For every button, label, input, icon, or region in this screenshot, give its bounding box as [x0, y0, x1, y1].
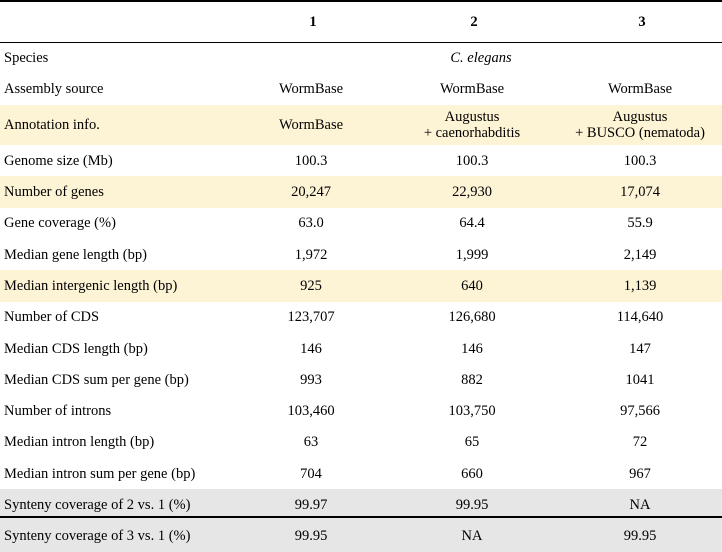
cell-value: 640 — [386, 270, 558, 301]
table-row — [0, 395, 722, 426]
cell-line: + BUSCO (nematoda) — [575, 125, 705, 142]
cell-value: NA — [386, 521, 558, 552]
cell-value: 660 — [461, 465, 483, 482]
cell-value: WormBase — [278, 81, 344, 98]
cell-value: 126,680 — [448, 309, 496, 326]
cell-value: 993 — [300, 371, 322, 388]
cell-value: 72 — [632, 434, 648, 451]
cell-value-multiline — [386, 105, 558, 145]
table-row — [0, 145, 722, 176]
row-label: Synteny coverage of 2 vs. 1 (%) — [0, 489, 236, 520]
row-label: Number of introns — [4, 403, 112, 420]
cell-value: 2,149 — [623, 246, 657, 263]
table-row — [0, 458, 722, 489]
row-label: Median CDS length (bp) — [4, 340, 148, 357]
table-row — [0, 302, 722, 333]
species-value: C. elegans — [236, 43, 722, 74]
row-label: Median intron length (bp) — [4, 434, 155, 451]
cell-value: 1041 — [625, 371, 655, 388]
table-row — [0, 427, 722, 458]
header-cell-3: 3 — [638, 14, 646, 30]
row-label: Synteny coverage of 3 vs. 1 (%) — [0, 521, 236, 552]
cell-value: 65 — [464, 434, 480, 451]
table-row — [0, 521, 722, 552]
row-label: Number of genes — [0, 176, 236, 207]
cell-value-multiline — [558, 105, 722, 145]
cell-value: 147 — [629, 340, 651, 357]
row-label: Assembly source — [4, 81, 104, 98]
cell-value: 100.3 — [294, 152, 328, 169]
cell-line: Augustus — [612, 109, 668, 126]
cell-value: 103,460 — [287, 403, 335, 420]
cell-value: 100.3 — [455, 152, 489, 169]
cell-value: 1,972 — [294, 246, 328, 263]
row-label: Median CDS sum per gene (bp) — [4, 371, 189, 388]
cell-value: 114,640 — [616, 309, 664, 326]
cell-value: WormBase — [607, 81, 673, 98]
row-label: Annotation info. — [0, 105, 236, 145]
header-cell-1: 1 — [309, 14, 317, 30]
cell-value: 103,750 — [448, 403, 496, 420]
cell-value: 63.0 — [298, 215, 324, 232]
cell-value: 704 — [300, 465, 322, 482]
cell-line: Augustus — [444, 109, 500, 126]
cell-value: 146 — [300, 340, 322, 357]
header-cell-empty — [0, 2, 236, 43]
header-cell-2: 2 — [470, 14, 478, 30]
cell-value: 63 — [303, 434, 319, 451]
cell-value: 55.9 — [627, 215, 653, 232]
cell-value: 1,999 — [455, 246, 489, 263]
table-row — [0, 208, 722, 239]
cell-line: + caenorhabditis — [423, 125, 521, 142]
cell-value: 99.95 — [386, 489, 558, 520]
cell-value: 97,566 — [620, 403, 660, 420]
cell-value: 123,707 — [287, 309, 335, 326]
row-label: Median intergenic length (bp) — [0, 270, 236, 301]
table-row — [0, 105, 722, 145]
cell-value: 20,247 — [236, 176, 386, 207]
table-row-species — [0, 43, 722, 74]
row-label: Median intron sum per gene (bp) — [4, 465, 196, 482]
table-row — [0, 333, 722, 364]
table-row — [0, 270, 722, 301]
cell-value: 22,930 — [386, 176, 558, 207]
cell-value: 146 — [461, 340, 483, 357]
row-label: Gene coverage (%) — [4, 215, 116, 232]
cell-value: 100.3 — [623, 152, 657, 169]
cell-value: 17,074 — [558, 176, 722, 207]
table-row — [0, 364, 722, 395]
cell-value: 882 — [461, 371, 483, 388]
row-label: Median gene length (bp) — [4, 246, 147, 263]
cell-value: WormBase — [236, 105, 386, 145]
table-row — [0, 239, 722, 270]
bottom-rule — [0, 516, 722, 518]
cell-value: 1,139 — [558, 270, 722, 301]
cell-value: 99.95 — [558, 521, 722, 552]
table-row — [0, 176, 722, 207]
cell-value: 99.95 — [236, 521, 386, 552]
cell-value: 64.4 — [459, 215, 485, 232]
cell-value: 925 — [236, 270, 386, 301]
cell-value: 967 — [629, 465, 651, 482]
row-label: Species — [0, 43, 236, 74]
table-row — [0, 74, 722, 105]
cell-value: NA — [558, 489, 722, 520]
comparison-table — [0, 2, 722, 552]
header-row — [0, 2, 722, 43]
cell-value: 99.97 — [236, 489, 386, 520]
row-label: Number of CDS — [4, 309, 100, 326]
cell-value: WormBase — [439, 81, 505, 98]
row-label: Genome size (Mb) — [4, 152, 113, 169]
